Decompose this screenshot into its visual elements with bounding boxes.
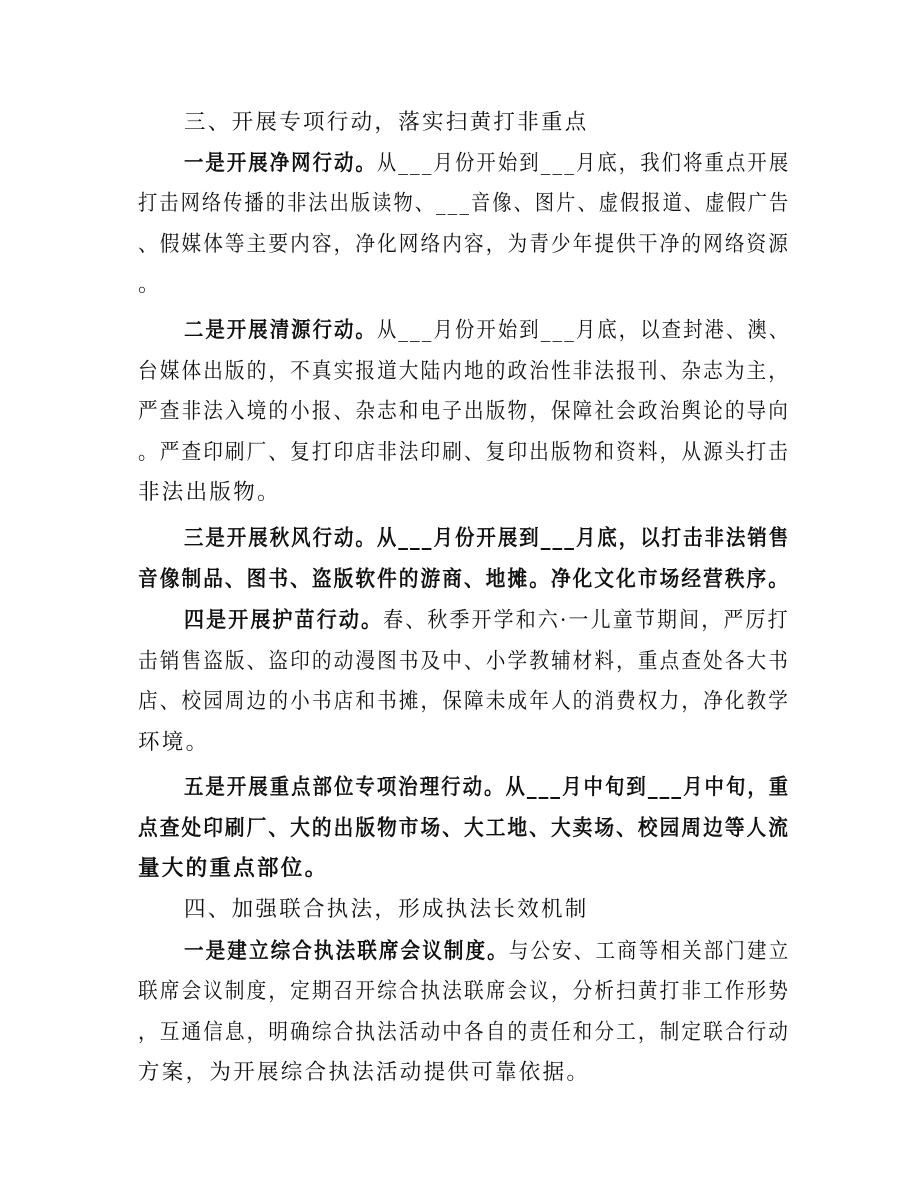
paragraph-6-line-3: ，互通信息，明确综合执法活动中各自的责任和分工，制定联合行动 (138, 1020, 791, 1045)
paragraph-2-line-4: 。严查印刷厂、复打印店非法印刷、复印出版物和资料，从源头打击 (138, 440, 791, 465)
paragraph-1-line-1 (184, 149, 790, 179)
paragraph-1-line-3: 、假媒体等主要内容，净化网络内容，为青少年提供干净的网络资源 (138, 232, 791, 257)
section-heading-3: 三、开展专项行动，落实扫黄打非重点 (184, 110, 589, 135)
paragraph-4-line-1 (184, 606, 790, 636)
paragraph-3-line-1: 三是开展秋风行动。从___月份开展到___月底，以打击非法销售 (184, 526, 791, 551)
paragraph-1-line-2: 打击网络传播的非法出版读物、___音像、图片、虚假报道、虚假广告 (138, 191, 791, 216)
paragraph-6-line-2: 联席会议制度，定期召开综合执法联席会议，分析扫黄打非工作形势 (138, 979, 791, 1004)
paragraph-4-line-2: 击销售盗版、盗印的动漫图书及中、小学教辅材料，重点查处各大书 (138, 649, 791, 674)
paragraph-5-line-1: 五是开展重点部位专项治理行动。从___月中旬到___月中旬，重 (184, 775, 791, 800)
paragraph-4-line-3: 店、校园周边的小书店和书摊，保障未成年人的消费权力，净化教学 (138, 689, 791, 714)
paragraph-6-text: 与公安、工商等相关部门建立 (508, 939, 791, 964)
paragraph-5-line-2: 点查处印刷厂、大的出版物市场、大工地、大卖场、校园周边等人流 (138, 816, 791, 841)
paragraph-6-lead: 一是建立综合执法联席会议制度。 (184, 939, 509, 964)
paragraph-1-lead: 一是开展净网行动。 (184, 151, 377, 176)
paragraph-2-text: 从___月份开始到___月底，以查封港、澳、 (376, 318, 791, 343)
paragraph-5-line-3: 量大的重点部位。 (138, 856, 329, 881)
paragraph-4-lead: 四是开展护苗行动。 (184, 608, 384, 633)
paragraph-1-text: 从___月份开始到___月底，我们将重点开展 (376, 151, 791, 176)
paragraph-6-line-1 (184, 937, 790, 967)
paragraph-3-line-2: 音像制品、图书、盗版软件的游商、地摊。净化文化市场经营秩序。 (138, 567, 791, 592)
paragraph-2-line-2: 台媒体出版的，不真实报道大陆内地的政治性非法报刊、杂志为主， (138, 359, 791, 384)
paragraph-2-lead: 二是开展清源行动。 (184, 318, 377, 343)
paragraph-6-line-4: 方案，为开展综合执法活动提供可靠依据。 (138, 1060, 591, 1085)
paragraph-2-line-3: 严查非法入境的小报、杂志和电子出版物，保障社会政治舆论的导向 (138, 399, 791, 424)
paragraph-1-line-4: 。 (138, 272, 162, 297)
paragraph-4-line-4: 环境。 (138, 730, 210, 755)
section-heading-4: 四、加强联合执法，形成执法长效机制 (184, 897, 589, 922)
paragraph-2-line-1 (184, 316, 790, 346)
paragraph-2-line-5: 非法出版物。 (138, 480, 281, 505)
paragraph-4-text: 春、秋季开学和六·一儿童节期间，严厉打 (383, 608, 790, 633)
